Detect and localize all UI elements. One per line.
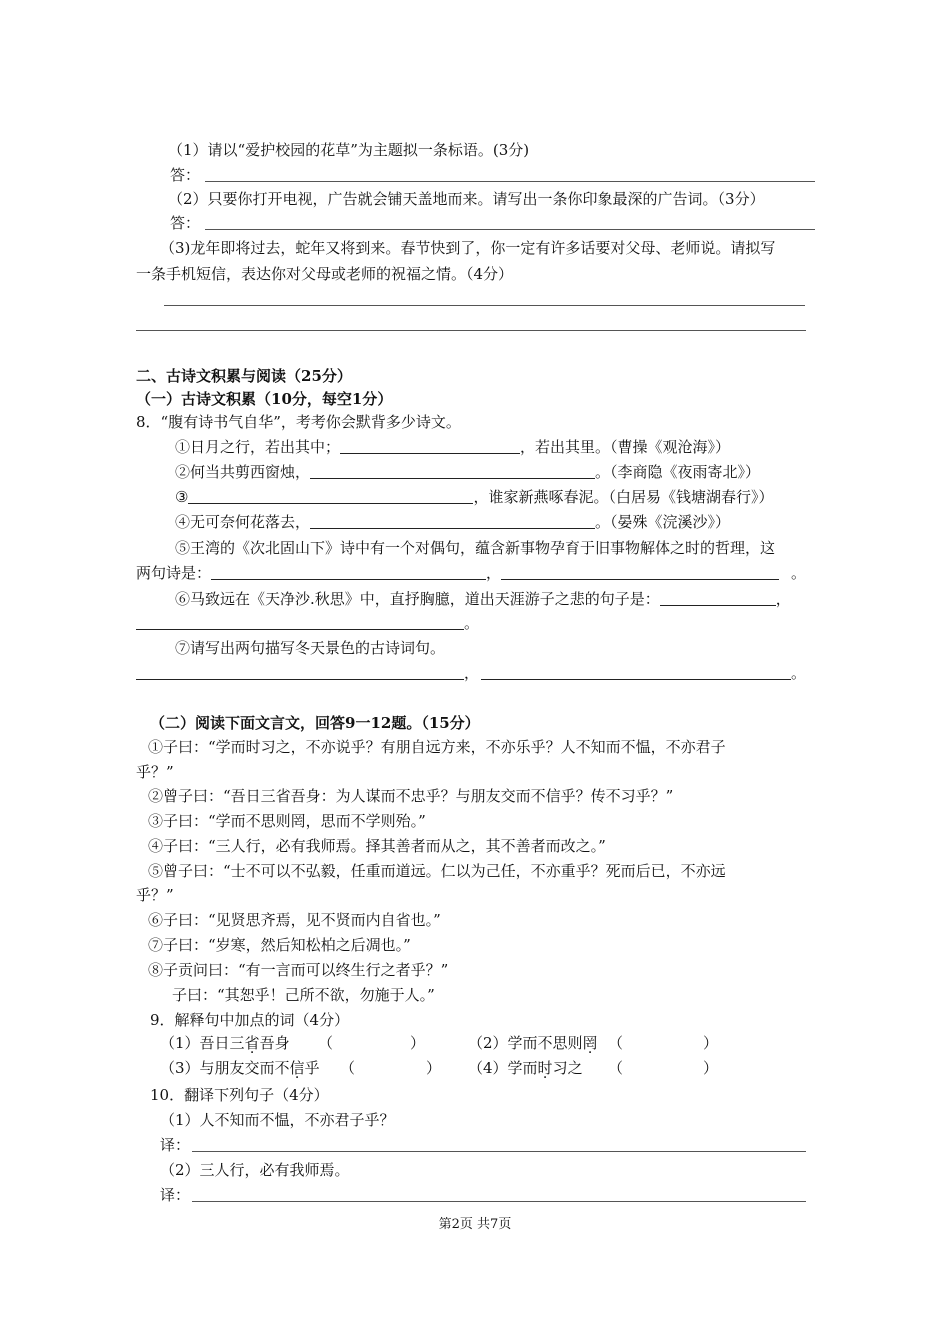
question-2: （2）只要你打开电视，广告就会铺天盖地而来。请写出一条你印象最深的广告词。（3分）: [168, 190, 765, 208]
item-4: ④无可奈何花落去， 。（晏殊《浣溪沙》）: [175, 513, 731, 531]
blank-7a[interactable]: [136, 664, 464, 680]
q9-item-3: （3）与朋友交而不信乎: [160, 1059, 320, 1077]
blank-4[interactable]: [310, 513, 595, 529]
item-7: ⑦请写出两句描写冬天景色的古诗词句。: [175, 639, 446, 657]
answer-label-2: 答：: [170, 214, 201, 232]
answer-line-2[interactable]: [205, 229, 815, 230]
blank-5b[interactable]: [501, 564, 779, 580]
item-5: ⑤王湾的《次北固山下》诗中有一个对偶句，蕴含新事物孕育于旧事物解体之时的哲理，这: [175, 539, 776, 557]
answer-line-3a[interactable]: [164, 305, 805, 306]
q9-paren-open-4[interactable]: （: [608, 1059, 624, 1077]
q9-paren-close-2[interactable]: ）: [703, 1034, 719, 1052]
question-3: （3)龙年即将过去，蛇年又将到来。春节快到了，你一定有许多话要对父母、老师说。请拟写: [160, 239, 776, 257]
answer-label-1: 答：: [170, 166, 201, 184]
text-4: ④子曰：“三人行，必有我师焉。择其善者而从之，其不善者而改之。”: [148, 837, 606, 855]
q10-item-1: （1）人不知而不愠，不亦君子乎？: [160, 1111, 395, 1129]
q10-item-2: （2）三人行，必有我师焉。: [160, 1161, 350, 1179]
text-7: ⑦子曰：“岁寒，然后知松柏之后凋也。”: [148, 936, 411, 954]
translate-line-1[interactable]: [192, 1151, 806, 1152]
item-6-cont: 。: [136, 613, 479, 633]
blank-2[interactable]: [310, 463, 595, 479]
item-3: ③ ，谁家新燕啄春泥。（白居易《钱塘湖春行》）: [175, 488, 774, 506]
translate-label-1: 译：: [160, 1136, 191, 1154]
question-9: 9．解释句中加点的词（4分）: [150, 1011, 350, 1029]
item-7-cont: ， 。: [136, 663, 806, 683]
text-8-cont: 子曰：“其恕乎！己所不欲，勿施于人。”: [172, 986, 435, 1004]
subsection-title-1: （一）古诗文积累（10分，每空1分）: [136, 390, 393, 408]
text-6: ⑥子曰：“见贤思齐焉，见不贤而内自省也。”: [148, 911, 441, 929]
q9-item-1: （1）吾日三省吾身: [160, 1034, 290, 1052]
text-5: ⑤曾子曰：“士不可以不弘毅，任重而道远。仁以为己任，不亦重乎？死而后已，不亦远: [148, 862, 726, 880]
question-8: 8．“腹有诗书气自华”，考考你会默背多少诗文。: [136, 413, 461, 431]
blank-6b[interactable]: [136, 614, 464, 630]
translate-line-2[interactable]: [192, 1201, 806, 1202]
answer-line-3b[interactable]: [136, 330, 806, 331]
question-1: （1）请以“爱护校园的花草”为主题拟一条标语。(3分): [168, 141, 530, 159]
q9-paren-open-1[interactable]: （: [318, 1034, 334, 1052]
section-title: 二、古诗文积累与阅读（25分）: [136, 367, 352, 385]
question-10: 10．翻译下列句子（4分）: [150, 1086, 329, 1104]
item-1: ①日月之行，若出其中； ，若出其里。（曹操《观沧海》）: [175, 438, 731, 456]
text-2: ②曾子曰：“吾日三省吾身：为人谋而不忠乎？与朋友交而不信乎？传不习乎？”: [148, 787, 674, 805]
blank-6a[interactable]: [660, 590, 776, 606]
item-6: ⑥马致远在《天净沙.秋思》中，直抒胸臆，道出天涯游子之悲的句子是： ，: [175, 590, 791, 608]
blank-7b[interactable]: [481, 664, 791, 680]
item-2: ②何当共剪西窗烛， 。（李商隐《夜雨寄北》）: [175, 463, 761, 481]
text-8: ⑧子贡问曰：“有一言而可以终生行之者乎？”: [148, 961, 449, 979]
q9-paren-open-3[interactable]: （: [340, 1059, 356, 1077]
q9-paren-close-1[interactable]: ）: [410, 1034, 426, 1052]
question-3-cont: 一条手机短信，表达你对父母或老师的祝福之情。（4分）: [136, 265, 514, 283]
blank-1[interactable]: [340, 438, 520, 454]
translate-label-2: 译：: [160, 1186, 191, 1204]
q9-paren-close-4[interactable]: ）: [703, 1059, 719, 1077]
text-5-cont: 乎？”: [136, 886, 174, 904]
text-1-cont: 乎？”: [136, 763, 174, 781]
q9-item-4: （4）学而时习之: [468, 1059, 583, 1077]
q9-paren-close-3[interactable]: ）: [426, 1059, 442, 1077]
q9-paren-open-2[interactable]: （: [608, 1034, 624, 1052]
blank-3[interactable]: [188, 488, 473, 504]
text-1: ①子曰：“学而时习之，不亦说乎？有朋自远方来，不亦乐乎？人不知而不愠，不亦君子: [148, 738, 726, 756]
blank-5a[interactable]: [211, 564, 486, 580]
subsection-title-2: （二）阅读下面文言文，回答9一12题。（15分）: [150, 714, 480, 732]
answer-line-1[interactable]: [205, 181, 815, 182]
page-footer: 第2页 共7页: [438, 1217, 512, 1232]
text-3: ③子曰：“学而不思则罔，思而不学则殆。”: [148, 812, 426, 830]
item-5-cont: 两句诗是： ， 。: [136, 564, 807, 582]
q9-item-2: （2）学而不思则罔: [468, 1034, 598, 1052]
